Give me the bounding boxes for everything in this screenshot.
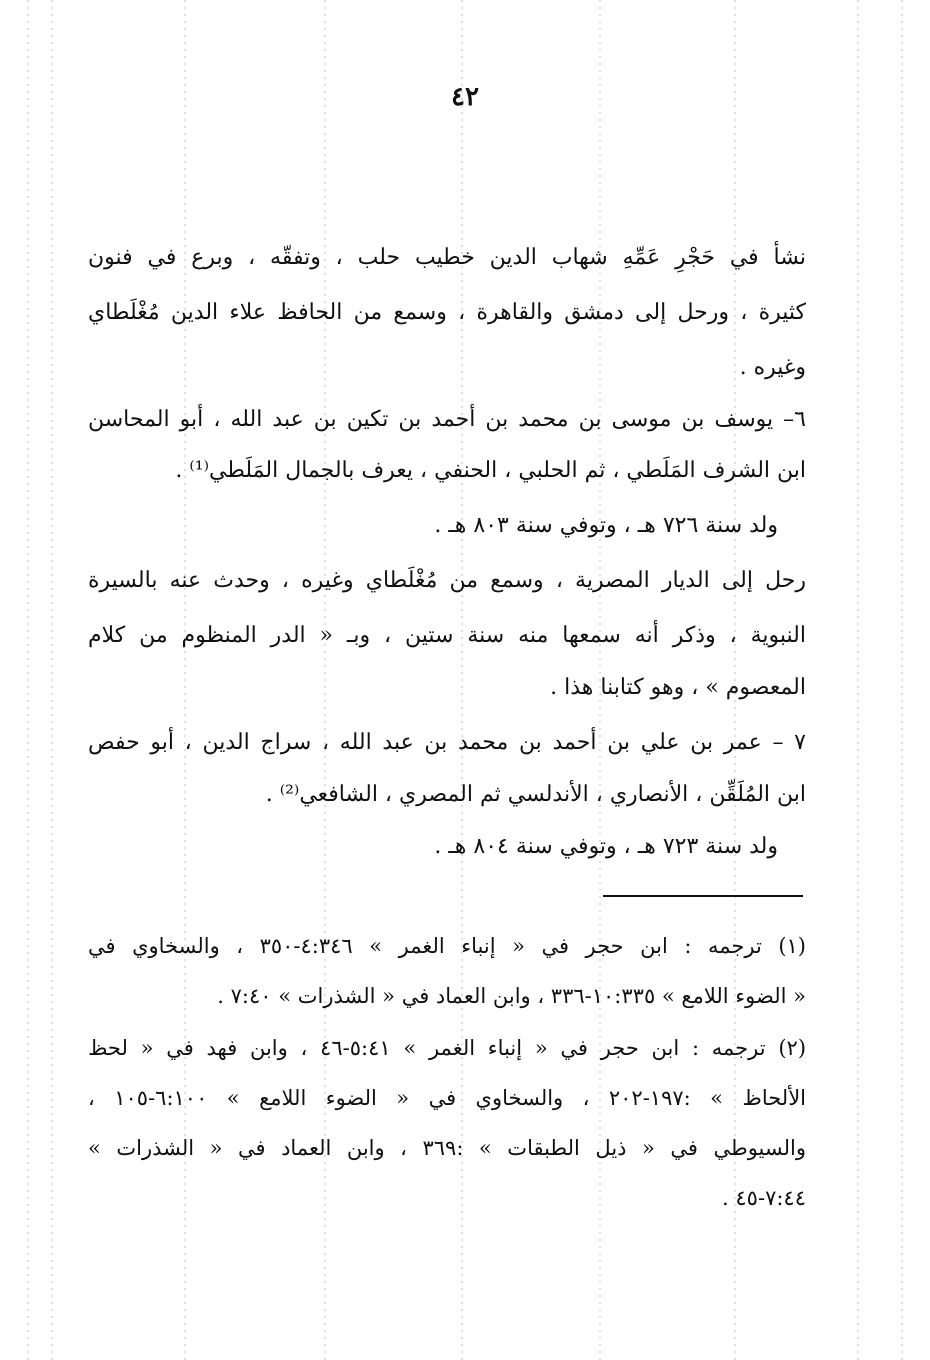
- text-line: ابن المُلَقِّن ، الأنصاري ، الأندلسي ثم المصري ، الشافعي⁽²⁾ .: [265, 782, 806, 807]
- footnote-line: (٢) ترجمه : ابن حجر في « إنباء الغمر » ٥:٤١-٤٦ ، وابن فهد في « لحظ: [88, 1036, 807, 1060]
- footnote-separator: [603, 895, 803, 897]
- entry-6-heading: ٦– يوسف بن موسى بن محمد بن أحمد بن تكين بن عبد الله ، أبو المحاسن: [88, 407, 806, 432]
- text-line: ولد سنة ٧٢٣ هـ ، وتوفي سنة ٨٠٤ هـ .: [434, 834, 778, 859]
- footnote-line: الألحاظ » :١٩٧-٢٠٢ ، والسخاوي في « الضوء اللامع » ٦:١٠٠-١٠٥ ،: [88, 1086, 807, 1110]
- footnote-line: « الضوء اللامع » ١٠:٣٣٥-٣٣٦ ، وابن العماد في « الشذرات » ٧:٤٠ .: [217, 984, 806, 1008]
- footnote-line: (١) ترجمه : ابن حجر في « إنباء الغمر » ٤:٣٤٦-٣٥٠ ، والسخاوي في: [88, 934, 806, 958]
- text-line: ابن الشرف المَلَطي ، ثم الحلبي ، الحنفي ، يعرف بالجمال المَلَطي⁽¹⁾ .: [175, 458, 806, 483]
- text-line: نشأ في حَجْرِ عَمِّهِ شهاب الدين خطيب حلب ، وتفقّه ، وبرع في فنون: [88, 245, 806, 270]
- text-line: النبوية ، وذكر أنه سمعها منه سنة ستين ، وبـ « الدر المنظوم من كلام: [88, 623, 806, 648]
- text-line: وغيره .: [739, 355, 806, 380]
- text-line: ولد سنة ٧٢٦ هـ ، وتوفي سنة ٨٠٣ هـ .: [434, 513, 778, 538]
- footnote-line: والسيوطي في « ذيل الطبقات » :٣٦٩ ، وابن العماد في « الشذرات »: [88, 1136, 806, 1160]
- text-line: المعصوم » ، وهو كتابنا هذا .: [550, 675, 806, 700]
- entry-7-heading: ٧ – عمر بن علي بن أحمد بن محمد بن عبد الله ، سراج الدين ، أبو حفص: [88, 730, 806, 755]
- page-number: ٤٢: [451, 82, 479, 112]
- footnote-line: ٧:٤٤-٤٥ .: [722, 1186, 806, 1210]
- text-line: كثيرة ، ورحل إلى دمشق والقاهرة ، وسمع من الحافظ علاء الدين مُغْلَطاي: [88, 300, 806, 325]
- text-line: رحل إلى الديار المصرية ، وسمع من مُغْلَطاي وغيره ، وحدث عنه بالسيرة: [88, 568, 806, 593]
